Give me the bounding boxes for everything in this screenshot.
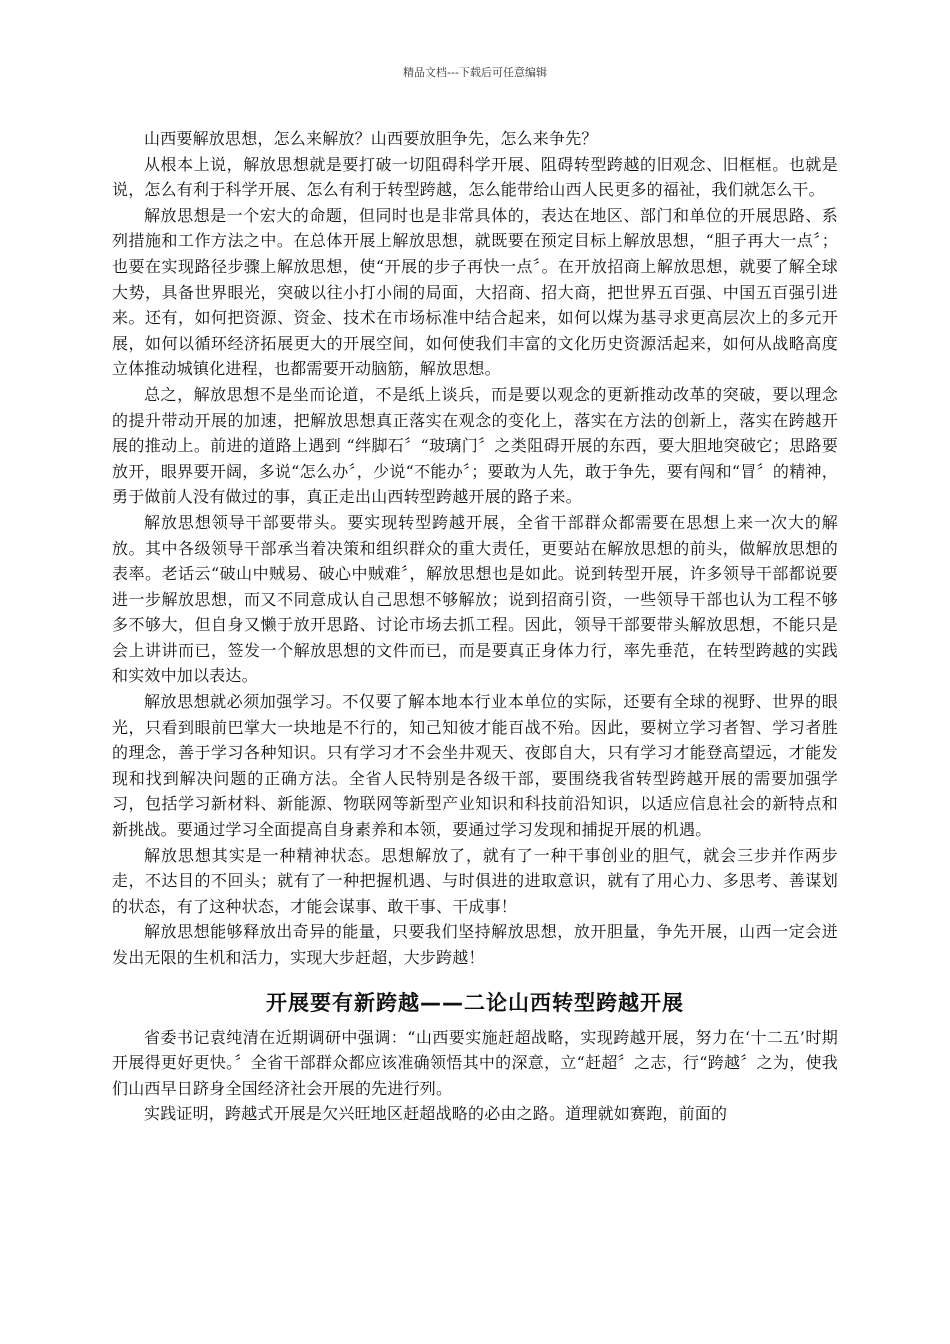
paragraph-4: 总之，解放思想不是坐而论道，不是纸上谈兵，而是要以观念的更新推动改革的突破，要以理念的提升带动开展的加速，把解放思想真正落实在观念的变化上，落实在方法的创新上，落实在跨越开展的推动上。前进的道路上遇到 “绊脚石〞“玻璃门〞之类阻碍开展的东西，要大胆地突破它；思路要放开，眼界要开阔，多说“怎么办〞，少说“不能办〞；要敢为人先，敢于争先，要有闯和“冒〞的精神，勇于做前人没有做过的事，真正走出山西转型跨越开展的路子来。 xyxy=(112,384,838,507)
paragraph-2: 从根本上说，解放思想就是要打破一切阻碍科学开展、阻碍转型跨越的旧观念、旧框框。也就是说，怎么有利于科学开展、怎么有利于转型跨越，怎么能带给山西人民更多的福祉，我们就怎么干。 xyxy=(112,154,838,200)
paragraph-6: 解放思想就必须加强学习。不仅要了解本地本行业本单位的实际，还要有全球的视野、世界的眼光，只看到眼前巴掌大一块地是不行的，知己知彼才能百战不殆。因此，要树立学习者智、学习者胜的理念，善于学习各种知识。只有学习才不会坐井观天、夜郎自大，只有学习才能登高望远，才能发现和找到解决问题的正确方法。全省人民特别是各级干部，要围绕我省转型跨越开展的需要加强学习，包括学习新材料、新能源、物联网等新型产业知识和科技前沿知识，以适应信息社会的新特点和新挑战。要通过学习全面提高自身素养和本领，要通过学习发现和捕捉开展的机遇。 xyxy=(112,692,838,840)
paragraph-1: 山西要解放思想，怎么来解放？山西要放胆争先，怎么来争先？ xyxy=(144,129,598,148)
paragraph-7: 解放思想其实是一种精神状态。思想解放了，就有了一种干事创业的胆气，就会三步并作两步走，不达目的不回头；就有了一种把握机遇、与时俱进的进取意识，就有了用心力、多思考、善谋划的状态，有了这种状态，才能会谋事、敢干事、干成事！ xyxy=(112,845,838,916)
page-header: 精品文档---下载后可任意编辑 xyxy=(403,66,547,79)
section-paragraph-1: 省委书记袁纯清在近期调研中强调：“山西要实施赶超战略，实现跨越开展，努力在‘十二五’时期开展得更好更快。〞全省干部群众都应该准确领悟其中的深意，立“赶超〞之志，行“跨越〞之为，使我们山西早日跻身全国经济社会开展的先进行列。 xyxy=(112,1027,838,1098)
paragraph-5: 解放思想领导干部要带头。要实现转型跨越开展，全省干部群众都需要在思想上来一次大的解放。其中各级领导干部承当着决策和组织群众的重大责任，更要站在解放思想的前头，做解放思想的表率。老话云“破山中贼易、破心中贼难〞，解放思想也是如此。说到转型开展，许多领导干部都说要进一步解放思想，而又不同意成认自己思想不够解放；说到招商引资，一些领导干部也认为工程不够多不够大，但自身又懒于放开思路、讨论市场去抓工程。因此，领导干部要带头解放思想，不能只是会上讲讲而已，签发一个解放思想的文件而已，而是要真正身体力行，率先垂范，在转型跨越的实践和实效中加以表达。 xyxy=(112,512,838,686)
document-body xyxy=(112,126,838,1127)
section-paragraph-2: 实践证明，跨越式开展是欠兴旺地区赶超战略的必由之路。道理就如赛跑，前面的 xyxy=(144,1104,728,1124)
section-title: 开展要有新跨越——二论山西转型跨越开展 xyxy=(266,990,684,1015)
paragraph-3: 解放思想是一个宏大的命题，但同时也是非常具体的，表达在地区、部门和单位的开展思路、系列措施和工作方法之中。在总体开展上解放思想，就既要在预定目标上解放思想，“胆子再大一点〞；也要在实现路径步骤上解放思想，使“开展的步子再快一点〞。在开放招商上解放思想，就要了解全球大势，具备世界眼光，突破以往小打小闹的局面，大招商、招大商，把世界五百强、中国五百强引进来。还有，如何把资源、资金、技术在市场标准中结合起来，如何以煤为基寻求更高层次上的多元开展，如何以循环经济拓展更大的开展空间，如何使我们丰富的文化历史资源活起来，如何从战略高度立体推动城镇化进程，也都需要开动脑筋，解放思想。 xyxy=(112,205,838,379)
paragraph-8: 解放思想能够释放出奇异的能量，只要我们坚持解放思想，放开胆量，争先开展，山西一定会迸发出无限的生机和活力，实现大步赶超，大步跨越！ xyxy=(112,922,838,967)
